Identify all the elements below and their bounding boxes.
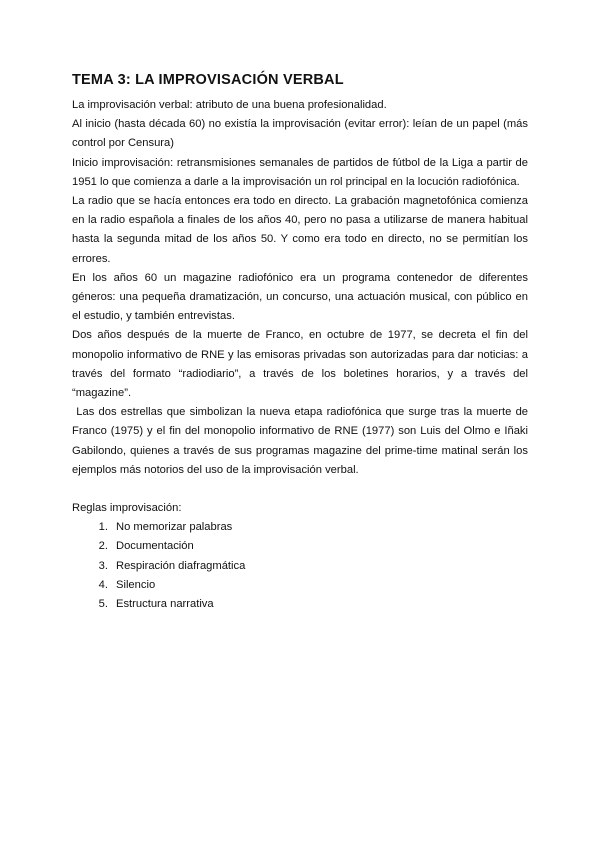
list-item-text: Silencio xyxy=(116,578,156,591)
blank-line xyxy=(72,480,528,499)
list-item-number: 2. xyxy=(98,540,108,553)
page-title: TEMA 3: LA IMPROVISACIÓN VERBAL xyxy=(72,72,344,88)
paragraph: Las dos estrellas que simbolizan la nueva etapa radiofónica que surge tras la muerte de Franco (1975) y el fin del monopolio informativo de RNE (1977) son Luis del Olmo e Iñaki Gabilondo, quienes a través de sus programas magazine del prime-time matinal serán los ejemplos más notorios del uso de la improvisación verbal. xyxy=(72,406,532,476)
paragraph: Al inicio (hasta década 60) no existía la improvisación (evitar error): leían de un papel (más control por Censura) xyxy=(72,118,528,150)
paragraph: Dos años después de la muerte de Franco, en octubre de 1977, se decreta el fin del monopolio informativo de RNE y las emisoras privadas son autorizadas para dar noticias: a través del formato “radiodiario”, a través de los boletines horarios, y a través del “magazine”. xyxy=(72,329,528,400)
list-item xyxy=(72,595,528,614)
list-item-number: 3. xyxy=(98,559,108,572)
rules-list xyxy=(72,518,528,614)
paragraph: Inicio improvisación: retransmisiones semanales de partidos de fútbol de la Liga a partir de 1951 lo que comienza a darle a la improvisación un rol principal en la locución radiofónica. xyxy=(72,156,528,188)
list-item-number: 5. xyxy=(98,598,108,611)
paragraph: La improvisación verbal: atributo de una buena profesionalidad. xyxy=(72,99,387,111)
rules-heading: Reglas improvisación: xyxy=(72,502,182,515)
list-item-text: Respiración diafragmática xyxy=(116,559,246,572)
list-item xyxy=(72,557,528,576)
list-item-text: No memorizar palabras xyxy=(116,521,233,534)
paragraph: En los años 60 un magazine radiofónico era un programa contenedor de diferentes géneros: una pequeña dramatización, un concurso, una actuación musical, con público en el estudio, y también entrevistas. xyxy=(72,271,528,323)
list-item-number: 1. xyxy=(98,521,108,534)
list-item xyxy=(72,537,528,556)
list-item-text: Estructura narrativa xyxy=(116,598,214,611)
list-item-number: 4. xyxy=(98,578,108,591)
list-item xyxy=(72,518,528,537)
list-item xyxy=(72,576,528,595)
list-item-text: Documentación xyxy=(116,540,194,553)
paragraph: La radio que se hacía entonces era todo en directo. La grabación magnetofónica comienza en la radio española a finales de los años 40, pero no pasa a utilizarse de manera habitual hasta la segunda mitad de los años 50. Y como era todo en directo, no se permitían los errores. xyxy=(72,195,528,265)
